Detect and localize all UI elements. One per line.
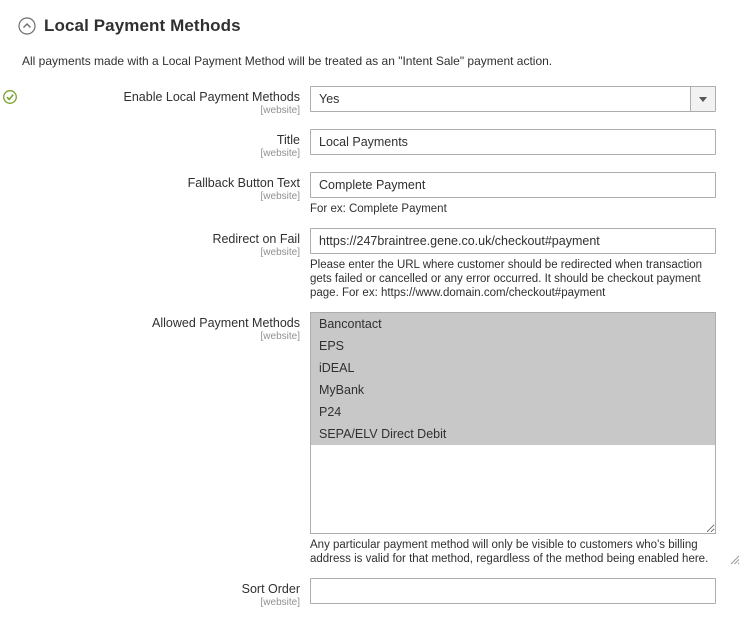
page-title: Local Payment Methods (44, 16, 241, 35)
enable-select-wrapper[interactable] (310, 86, 716, 112)
field-label-title (0, 129, 310, 160)
field-row-allowed-payment-methods (0, 312, 750, 566)
label-text: Title (276, 133, 300, 147)
scope-text: [website] (260, 105, 300, 116)
section-header[interactable] (0, 0, 750, 40)
fallback-button-text-hint: For ex: Complete Payment (310, 203, 447, 215)
field-label-redirect-on-fail (0, 228, 310, 259)
label-text: Allowed Payment Methods (152, 316, 300, 330)
label-text: Fallback Button Text (187, 176, 300, 190)
resize-handle-icon[interactable] (730, 554, 740, 564)
field-row-fallback-button-text (0, 172, 750, 216)
label-text: Enable Local Payment Methods (123, 90, 300, 104)
chevron-up-circle-icon[interactable] (18, 17, 36, 35)
field-row-redirect-on-fail (0, 228, 750, 300)
redirect-on-fail-hint: Please enter the URL where customer should be redirected when transaction gets failed or cancelled or any error occurred. It should be checkout payment page. For ex: https://www.domain.com/checkout#payment (310, 259, 703, 299)
list-item[interactable]: Bancontact (311, 313, 715, 335)
label-text: Sort Order (241, 582, 300, 596)
field-label-sort-order (0, 578, 310, 609)
list-item[interactable]: SEPA/ELV Direct Debit (311, 423, 715, 445)
fallback-button-text-input[interactable] (310, 172, 716, 198)
section-note: All payments made with a Local Payment Method will be treated as an "Intent Sale" payment action. (22, 54, 553, 68)
scope-text: [website] (260, 331, 300, 342)
list-item[interactable]: MyBank (311, 379, 715, 401)
enable-local-payment-methods-select[interactable] (310, 86, 716, 112)
title-input[interactable] (310, 129, 716, 155)
field-label-fallback-button-text (0, 172, 310, 203)
field-row-sort-order (0, 578, 750, 609)
field-label-allowed-payment-methods (0, 312, 310, 343)
allowed-payment-methods-multiselect[interactable] (310, 312, 716, 534)
label-text: Redirect on Fail (212, 232, 300, 246)
field-row-title (0, 129, 750, 160)
field-row-enable (0, 86, 750, 117)
scope-text: [website] (260, 247, 300, 258)
list-item[interactable]: iDEAL (311, 357, 715, 379)
green-check-icon (3, 90, 17, 104)
sort-order-input[interactable] (310, 578, 716, 604)
scope-text: [website] (260, 191, 300, 202)
list-item[interactable]: EPS (311, 335, 715, 357)
allowed-payment-methods-hint: Any particular payment method will only be visible to customers who's billing address is valid for that method, regardless of the method being enabled here. (310, 539, 709, 565)
list-item[interactable]: P24 (311, 401, 715, 423)
scope-text: [website] (260, 148, 300, 159)
field-label-enable (0, 86, 310, 117)
scope-text: [website] (260, 597, 300, 608)
settings-form (0, 86, 750, 609)
redirect-on-fail-input[interactable] (310, 228, 716, 254)
